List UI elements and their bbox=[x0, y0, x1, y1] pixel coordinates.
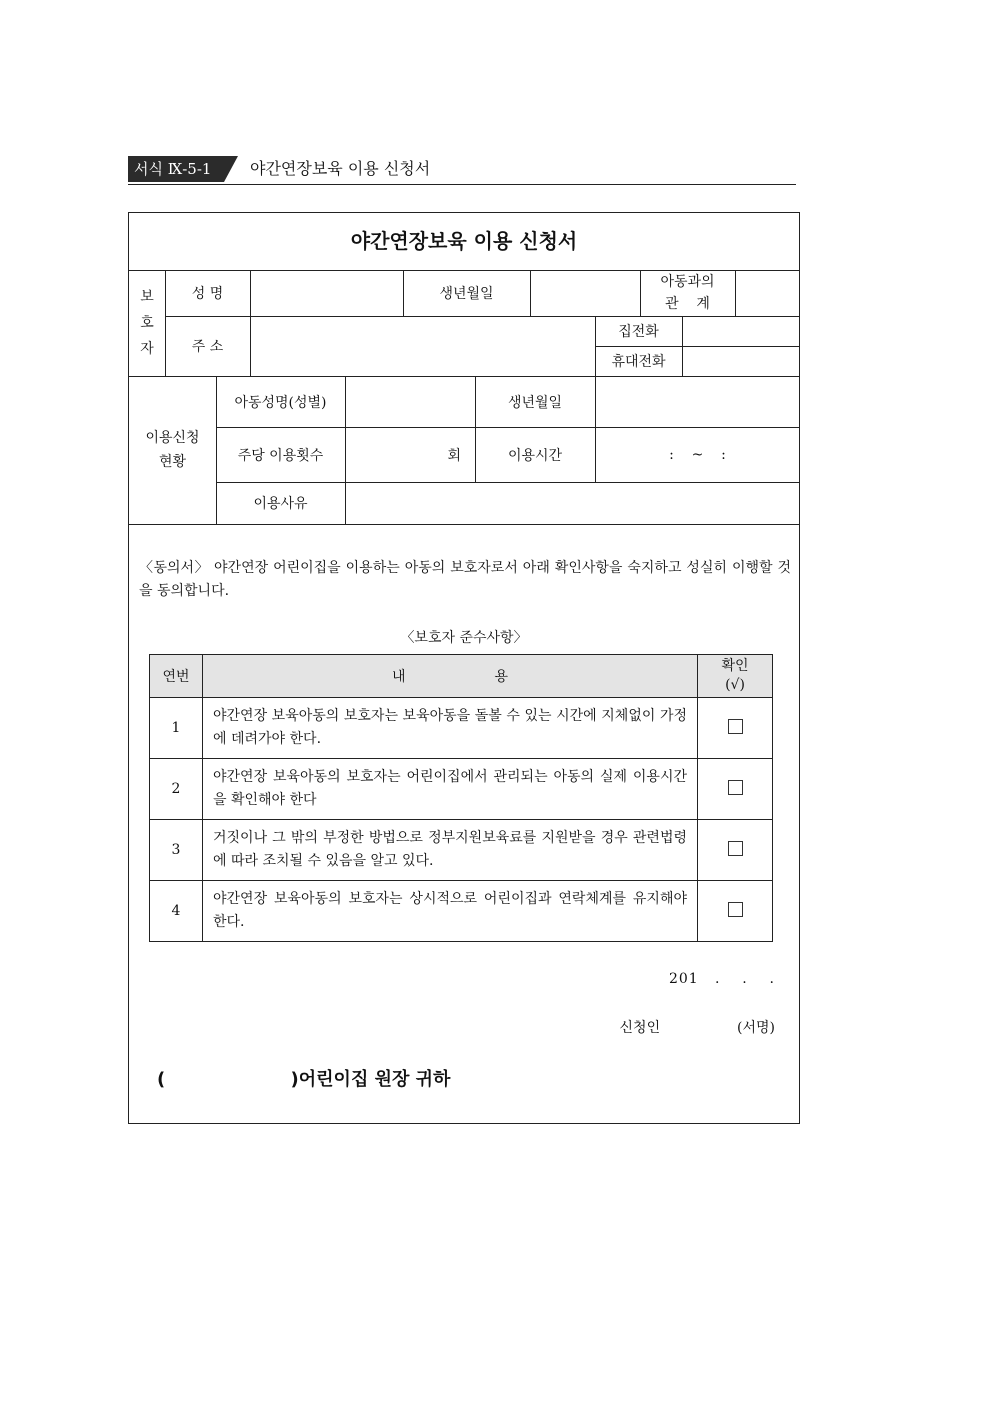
table-header-row bbox=[150, 655, 773, 698]
child-birth-label: 생년월일 bbox=[507, 394, 563, 411]
address-field[interactable] bbox=[251, 317, 595, 376]
application-form bbox=[128, 212, 800, 1124]
rule-2-checkbox[interactable] bbox=[728, 780, 743, 795]
confirm-label: 확인 bbox=[721, 658, 749, 674]
table-row bbox=[150, 820, 773, 881]
rule-4-checkbox[interactable] bbox=[728, 902, 743, 917]
rule-text: 야간연장 보육아동의 보호자는 보육아동을 돌볼 수 있는 시간에 지체없이 가정에 데려가야 한다. bbox=[203, 698, 698, 759]
form-header bbox=[128, 156, 796, 185]
usage-reason-label: 이용사유 bbox=[253, 496, 308, 512]
rule-1-checkbox[interactable] bbox=[728, 719, 743, 734]
table-row bbox=[150, 759, 773, 820]
guardian-birth-label: 생년월일 bbox=[439, 286, 494, 302]
weekly-count-label: 주당 이용횟수 bbox=[237, 447, 324, 464]
rule-3-checkbox[interactable] bbox=[728, 841, 743, 856]
rule-no: 1 bbox=[150, 698, 203, 759]
rule-no: 2 bbox=[150, 759, 203, 820]
form-title: 야간연장보육 이용 신청서 bbox=[129, 213, 799, 271]
table-row bbox=[150, 881, 773, 942]
applicant-label: 신청인 bbox=[619, 1020, 661, 1036]
rule-no: 3 bbox=[150, 820, 203, 881]
guardian-name-label: 성 명 bbox=[191, 286, 224, 302]
usage-time-label: 이용시간 bbox=[507, 447, 563, 464]
relation-label-line1: 아동과의 bbox=[660, 274, 715, 290]
col-no-header: 연번 bbox=[150, 655, 203, 698]
relation-label-line2: 관 계 bbox=[665, 296, 710, 312]
addressee: ( )어린이집 원장 귀하 bbox=[157, 1069, 451, 1090]
form-number-tag: 서식 Ⅸ-5-1 bbox=[128, 156, 224, 182]
table-row bbox=[150, 698, 773, 759]
relation-label bbox=[640, 270, 735, 316]
rules-table bbox=[149, 654, 773, 942]
usage-reason-field[interactable] bbox=[346, 483, 799, 524]
rule-text: 야간연장 보육아동의 보호자는 상시적으로 어린이집과 연락체계를 유지해야 한다. bbox=[203, 881, 698, 942]
guardian-name-field[interactable] bbox=[251, 271, 403, 316]
address-label: 주 소 bbox=[191, 339, 224, 355]
signature-label: (서명) bbox=[737, 1020, 775, 1036]
child-name-label: 아동성명(성별) bbox=[234, 394, 327, 411]
form-header-title: 야간연장보육 이용 신청서 bbox=[250, 159, 431, 178]
agreement-text: 〈동의서〉 야간연장 어린이집을 이용하는 아동의 보호자로서 아래 확인사항을 숙지하고 성실히 이행할 것을 동의합니다. bbox=[139, 560, 791, 599]
weekly-count-field[interactable] bbox=[346, 428, 475, 482]
confirm-mark: (√) bbox=[725, 677, 745, 693]
mobile-phone-field[interactable] bbox=[683, 347, 799, 376]
rule-text: 거짓이나 그 밖의 부정한 방법으로 정부지원보육료를 지원받을 경우 관련법령에 따라 조치될 수 있음을 알고 있다. bbox=[203, 820, 698, 881]
home-phone-field[interactable] bbox=[683, 317, 799, 346]
times-unit: 회 bbox=[447, 448, 461, 464]
rule-text: 야간연장 보육아동의 보호자는 어린이집에서 관리되는 아동의 실제 이용시간을 확인해야 한다 bbox=[203, 759, 698, 820]
col-confirm-header bbox=[698, 655, 773, 698]
guardian-section-label: 보호자 bbox=[140, 289, 154, 357]
rules-title: 〈보호자 준수사항〉 bbox=[400, 630, 528, 646]
relation-field[interactable] bbox=[736, 271, 799, 316]
guardian-birth-field[interactable] bbox=[531, 271, 640, 316]
child-birth-field[interactable] bbox=[596, 377, 799, 427]
usage-time-field[interactable]: : ~ : bbox=[669, 447, 726, 463]
applicant-signature bbox=[620, 1017, 775, 1037]
divider bbox=[129, 524, 799, 525]
usage-section-label: 이용신청 현황 bbox=[145, 430, 200, 470]
home-phone-label: 집전화 bbox=[618, 324, 659, 340]
date-field[interactable]: 201 . . . bbox=[668, 971, 775, 987]
child-name-field[interactable] bbox=[346, 377, 475, 427]
mobile-phone-label: 휴대전화 bbox=[611, 354, 666, 370]
rule-no: 4 bbox=[150, 881, 203, 942]
col-content-header: 내 용 bbox=[203, 655, 698, 698]
